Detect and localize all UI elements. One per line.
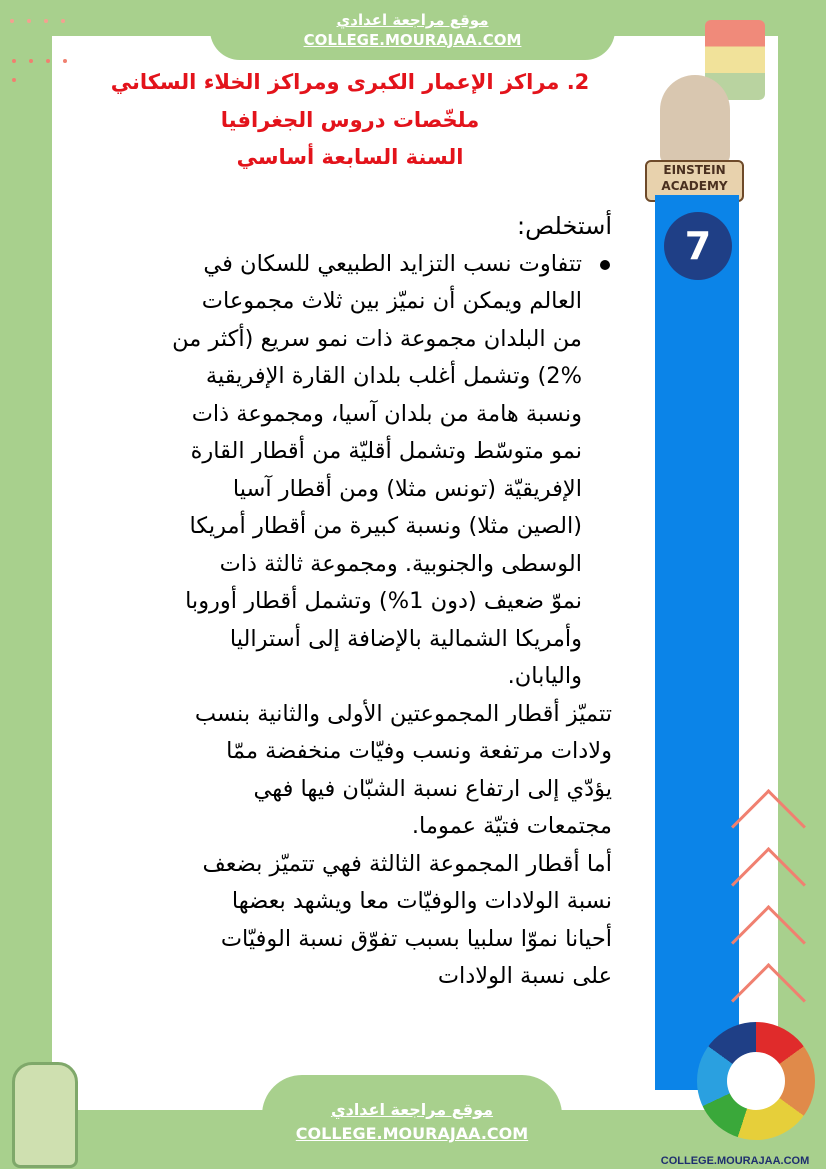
academy-banner: EINSTEIN ACADEMY — [645, 160, 744, 202]
header-site[interactable] — [260, 10, 565, 50]
subjects-wheel-icon — [697, 1022, 815, 1140]
decor-dots — [12, 48, 82, 56]
text-line: ولادات مرتفعة ونسب وفيّات منخفضة ممّا — [226, 738, 612, 764]
text-line: يؤدّي إلى ارتفاع نسبة الشبّان فيها فهي — [253, 775, 612, 802]
text-line: أما أقطار المجموعة الثالثة فهي تتميّز بضعف — [202, 850, 612, 877]
text-line: (الصين مثلا) ونسبة كبيرة من أقطار أمريكا — [189, 513, 582, 539]
text-line: نسبة الولادات والوفيّات معا ويشهد بعضها — [231, 888, 612, 914]
text-line: وأمريكا الشمالية بالإضافة إلى أستراليا — [229, 625, 582, 652]
text-line: 2%) وتشمل أغلب بلدان القارة الإفريقية — [205, 363, 582, 389]
lesson-body — [92, 208, 612, 996]
text-line: واليابان. — [507, 663, 582, 689]
header-site-url[interactable]: COLLEGE.MOURAJAA.COM — [303, 31, 522, 49]
text-line: تتميّز أقطار المجموعتين الأولى والثانية بنسب — [194, 700, 612, 727]
text-line: ونسبة هامة من بلدان آسيا، ومجموعة ذات — [191, 400, 582, 427]
decor-dots — [10, 8, 80, 16]
text-line: من البلدان مجموعة ذات نمو سريع (أكثر من — [172, 325, 582, 352]
title-line-1: 2. مراكز الإعمار الكبرى ومراكز الخلاء السكاني — [110, 70, 590, 94]
text-line: مجتمعات فتيّة عموما. — [411, 813, 612, 839]
text-line: الوسطى والجنوبية. ومجموعة ثالثة ذات — [219, 550, 582, 577]
text-line: على نسبة الولادات — [437, 963, 612, 989]
einstein-figure — [660, 75, 730, 165]
backpack-icon — [12, 1062, 78, 1168]
page-number-badge: 7 — [664, 212, 732, 280]
bullet-item — [92, 246, 612, 696]
text-line: العالم ويمكن أن نميّز بين ثلاث مجموعات — [201, 288, 582, 314]
footer-site[interactable] — [262, 1098, 562, 1146]
text-line: الإفريقيّة (تونس مثلا) ومن أقطار آسيا — [232, 475, 582, 502]
einstein-logo — [640, 15, 760, 195]
bullet-icon — [600, 260, 610, 270]
text-line: نمو متوسّط وتشمل أقليّة من أقطار القارة — [190, 438, 582, 464]
title-line-3: السنة السابعة أساسي — [236, 145, 464, 169]
text-line: تتفاوت نسب التزايد الطبيعي للسكان في — [203, 250, 582, 277]
footer-site-url[interactable]: COLLEGE.MOURAJAA.COM — [295, 1124, 529, 1143]
header-site-arabic[interactable]: موقع مراجعة اعدادي — [336, 11, 489, 29]
blue-sidebar — [655, 195, 739, 1090]
badge-url[interactable]: COLLEGE.MOURAJAA.COM — [660, 1155, 810, 1167]
heading: أستخلص: — [517, 212, 612, 240]
text-line: نموّ ضعيف (دون 1%) وتشمل أقطار أوروبا — [185, 588, 582, 614]
footer-site-arabic[interactable]: موقع مراجعة اعدادي — [330, 1100, 494, 1119]
title-line-2: ملخّصات دروس الجغرافيا — [220, 108, 480, 132]
text-line: أحيانا نموّا سلبيا بسبب تفوّق نسبة الوفيّات — [220, 925, 612, 952]
